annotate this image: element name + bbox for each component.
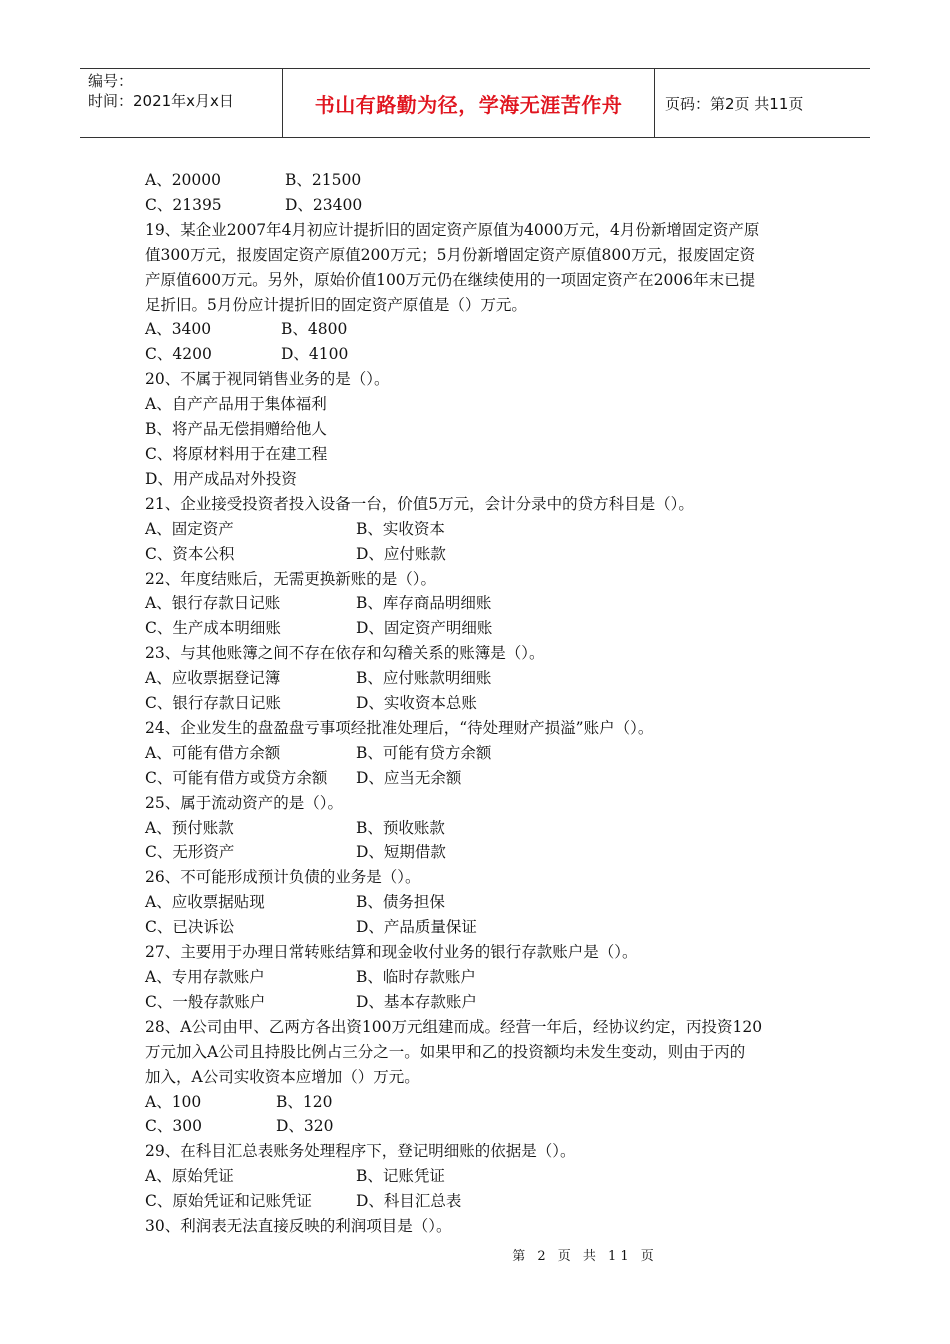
text-line: 25、属于流动资产的是（）。 [145,793,343,812]
option-left: C、一般存款账户 [145,992,266,1011]
option-left: A、应收票据贴现 [145,893,265,912]
page-info-text: 页码：第2页 共11页 [665,94,804,113]
option-row [145,317,815,342]
option-left: C、生产成本明细账 [145,619,281,638]
option-row [145,168,815,193]
option-right: B、应付账款明细账 [356,669,492,688]
option-left: A、3400 [145,320,212,339]
text-line: 23、与其他账簿之间不存在依存和勾稽关系的账簿是（）。 [145,644,545,663]
option-right: B、债务担保 [356,893,445,912]
text-line: 24、企业发生的盘盈盘亏事项经批准处理后，“待处理财产损溢”账户（）。 [145,718,654,737]
option-right: D、应当无余额 [356,768,462,787]
text-line: 26、不可能形成预计负债的业务是（）。 [145,868,421,887]
text-line: 27、主要用于办理日常转账结算和现金收付业务的银行存款账户是（）。 [145,943,638,962]
option-left: C、4200 [145,345,212,364]
option-right: B、21500 [285,171,362,189]
option-left: C、无形资产 [145,843,235,862]
option-right: D、短期借款 [356,843,446,862]
option-left: C、300 [145,1117,202,1136]
text-line: 产原值600万元。另外，原始价值100万元仍在继续使用的一项固定资产在2006年末已提 [145,270,756,289]
option-left: A、20000 [145,171,222,189]
option-left: C、21395 [145,195,222,214]
option-row [145,840,815,865]
header-page-info [655,69,870,137]
option-right: B、120 [276,1092,333,1111]
option-right: B、4800 [281,320,348,339]
text-line: 22、年度结账后，无需更换新账的是（）。 [145,569,436,588]
header-meta [80,69,282,137]
option-left: A、固定资产 [145,519,234,538]
option-row [145,1090,815,1115]
option-right: D、320 [276,1117,334,1136]
option-left: C、资本公积 [145,544,235,563]
text-line: 28、A公司由甲、乙两方各出资100万元组建而成。经营一年后，经协议约定，丙投资120 [145,1017,763,1036]
option-left: A、可能有借方余额 [145,743,281,762]
option-right: D、23400 [285,195,363,214]
page-header [80,68,870,138]
option-right: D、科目汇总表 [356,1192,462,1211]
option-right: B、预收账款 [356,818,445,837]
text-line: 足折旧。5月份应计提折旧的固定资产原值是（）万元。 [145,295,527,314]
option-row [145,193,815,218]
option-right: D、固定资产明细账 [356,619,493,638]
text-line: 21、企业接受投资者投入设备一台，价值5万元，会计分录中的贷方科目是（）。 [145,494,694,513]
option-left: A、原始凭证 [145,1167,234,1186]
text-line: D、用产成品对外投资 [145,469,297,488]
option-row [145,816,815,841]
option-left: A、预付账款 [145,818,234,837]
text-line: C、将原材料用于在建工程 [145,444,328,463]
option-row [145,616,815,641]
text-line: 万元加入A公司且持股比例占三分之一。如果甲和乙的投资额均未发生变动，则由于丙的 [145,1042,746,1061]
option-row [145,691,815,716]
option-row [145,741,815,766]
option-right: B、实收资本 [356,519,445,538]
option-row [145,342,815,367]
option-row [145,517,815,542]
option-row [145,766,815,791]
option-row [145,1114,815,1139]
option-row [145,1189,815,1214]
code-label: 编号： [88,72,134,90]
option-right: B、记账凭证 [356,1167,445,1186]
option-left: A、应收票据登记簿 [145,669,281,688]
option-row [145,591,815,616]
text-line: 19、某企业2007年4月初应计提折旧的固定资产原值为4000万元，4月份新增固定资产原 [145,220,760,239]
option-right: B、库存商品明细账 [356,594,492,613]
text-line: 20、不属于视同销售业务的是（）。 [145,370,390,389]
option-right: D、应付账款 [356,544,446,563]
option-left: C、银行存款日记账 [145,694,281,713]
time-label: 时间：2021年x月x日 [88,92,234,110]
option-left: A、100 [145,1092,202,1111]
option-row [145,915,815,940]
document-body [145,168,815,1239]
option-row [145,990,815,1015]
option-right: B、可能有贷方余额 [356,743,492,762]
page-footer [0,1245,950,1264]
option-left: C、已决诉讼 [145,918,235,937]
option-row [145,965,815,990]
option-left: C、原始凭证和记账凭证 [145,1192,312,1211]
option-row [145,1164,815,1189]
text-line: 值300万元，报废固定资产原值200万元；5月份新增固定资产原值800万元，报废固定资 [145,245,756,264]
option-left: A、专用存款账户 [145,968,265,986]
header-motto-cell [282,69,655,137]
footer-page-number: 第 2 页 共 11 页 [512,1249,658,1264]
option-row [145,666,815,691]
option-right: D、产品质量保证 [356,918,477,937]
option-right: D、实收资本总账 [356,694,477,713]
text-line: 30、利润表无法直接反映的利润项目是（）。 [145,1217,452,1236]
option-left: A、银行存款日记账 [145,594,281,613]
text-line: 29、在科目汇总表账务处理程序下，登记明细账的依据是（）。 [145,1142,576,1161]
motto-text: 书山有路勤为径，学海无涯苦作舟 [314,92,623,117]
option-row [145,890,815,915]
text-line: A、自产产品用于集体福利 [145,395,327,414]
option-right: D、4100 [281,345,349,364]
text-line: 加入，A公司实收资本应增加（）万元。 [145,1067,420,1086]
text-line: B、将产品无偿捐赠给他人 [145,420,327,439]
option-left: C、可能有借方或贷方余额 [145,768,328,787]
option-right: B、临时存款账户 [356,968,476,986]
option-row [145,542,815,567]
option-right: D、基本存款账户 [356,992,477,1011]
